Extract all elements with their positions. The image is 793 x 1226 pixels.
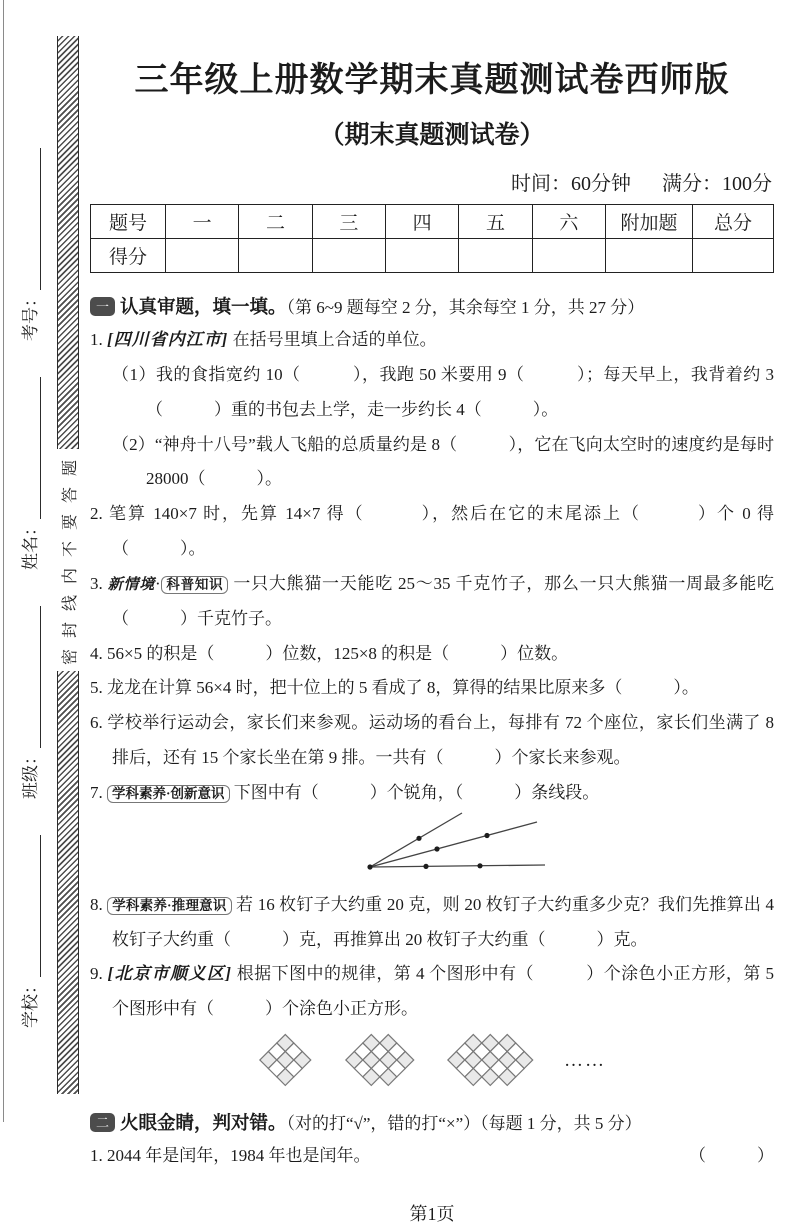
score-cell (532, 239, 605, 273)
question-source-tag: [四川省内江市] (107, 330, 229, 349)
question-7 (90, 776, 774, 811)
name-blank-line (22, 377, 41, 519)
pattern-ellipsis: …… (564, 1049, 606, 1071)
question-text: 在括号里填上合适的单位。 (232, 330, 437, 349)
score-header-cell: 题号 (91, 205, 166, 239)
section-2-badge: 二 (90, 1113, 115, 1132)
answer-blank: （ ） (689, 1146, 774, 1166)
score-table (90, 204, 774, 273)
page-title: 三年级上册数学期末真题测试卷西师版 (134, 62, 730, 99)
score-cell (385, 239, 458, 273)
diamond-figure-1 (258, 1033, 314, 1089)
exam-number-blank-line (22, 148, 41, 290)
score-header-cell: 总分 (693, 205, 774, 239)
reasoning-tag: 学科素养·推理意识 (107, 897, 231, 915)
question-number: 8. (90, 894, 103, 914)
question-6 (90, 706, 774, 776)
score-header-cell: 六 (532, 205, 605, 239)
question-number: 5. (90, 678, 103, 698)
figure-diamond-pattern (90, 1033, 774, 1089)
score-header-cell: 一 (166, 205, 239, 239)
exam-number-field (16, 148, 41, 341)
question-source-tag: [北京市顺义区] (107, 964, 232, 984)
question-text: 下图中有（ ）个锐角，（ ）条线段。 (233, 782, 600, 802)
score-row-label: 得分 (91, 239, 166, 273)
class-label: 班级： (20, 748, 40, 799)
class-field (16, 606, 41, 799)
figure-angle-rays (362, 811, 774, 886)
name-field (16, 377, 41, 570)
question-text: 学校举行运动会，家长们来参观。运动场的看台上，每排有 72 个座位，家长们坐满了 8 排后，还有 15 个家长坐在第 9 排。一共有（ ）个家长来参观。 (107, 713, 775, 768)
section-1-note: （第 6~9 题每空 2 分，其余每空 1 分，共 27 分） (286, 298, 645, 317)
question-1-sub-1: （1）我的食指宽约 10（ ），我跑 50 米要用 9（ ）；每天早上，我背着约 3（ ）重的书包去上学，走一步约长 4（ ）。 (112, 364, 774, 419)
tag-dot: · (154, 573, 161, 593)
question-number: 1. (90, 330, 103, 349)
exam-full-score: 满分：100分 (662, 173, 772, 195)
question-1-sub-2: （2）“神舟十八号”载人飞船的总质量约是 8（ ），它在飞向太空时的速度约是每时 28000（ ）。 (112, 434, 774, 489)
score-cell (459, 239, 532, 273)
exam-content (90, 36, 774, 1226)
new-context-tag: 新情境 (107, 576, 155, 593)
school-label: 学校： (20, 977, 40, 1028)
question-number: 2. (90, 504, 103, 524)
seal-line (57, 36, 79, 1094)
question-number: 7. (90, 782, 103, 802)
question-text: 一只大熊猫一天能吃 25～35 千克竹子，那么一只大熊猫一周最多能吃（ ）千克竹子。 (112, 573, 775, 628)
subject-literacy-tag: 学科素养·创新意识 (107, 785, 230, 803)
score-cell (693, 239, 774, 273)
score-table-header-row (91, 205, 774, 239)
question-text: 龙龙在计算 56×4 时，把十位上的 5 看成了 8，算得的结果比原来多（ ）。 (107, 678, 699, 698)
score-header-cell: 五 (459, 205, 532, 239)
science-knowledge-tag: 科普知识 (161, 576, 229, 594)
question-2 (90, 497, 774, 567)
page-subtitle: （期末真题测试卷） (319, 122, 545, 149)
name-label: 姓名： (20, 519, 40, 570)
question-1 (90, 323, 774, 358)
score-header-cell: 附加题 (606, 205, 693, 239)
question-text: 2044 年是闰年，1984 年也是闰年。 (107, 1146, 371, 1166)
question-text: 56×5 的积是（ ）位数，125×8 的积是（ ）位数。 (107, 643, 569, 663)
question-number: 9. (90, 964, 103, 984)
question-text: 笔算 140×7 时，先算 14×7 得（ ），然后在它的末尾添上（ ）个 0 得（ ）。 (109, 504, 774, 559)
score-cell (239, 239, 312, 273)
school-field (16, 835, 41, 1028)
section-1-questions (90, 323, 774, 1089)
score-header-cell: 三 (312, 205, 385, 239)
section-2-questions (90, 1139, 774, 1174)
score-cell (606, 239, 693, 273)
question-5 (90, 671, 774, 706)
question-4 (90, 637, 774, 672)
seal-line-text: 密封线内不要答题 (56, 449, 81, 671)
question-number: 4. (90, 643, 103, 663)
score-cell (312, 239, 385, 273)
diamond-figure-3 (446, 1033, 534, 1089)
section-1-badge: 一 (90, 297, 115, 316)
section-2-header (90, 1109, 774, 1135)
section-1-title: 认真审题，填一填。 (120, 298, 287, 318)
footer-page-number: 第1页 (409, 1203, 455, 1224)
score-table-score-row (91, 239, 774, 273)
question-text: 根据下图中的规律，第 4 个图形中有（ ）个涂色小正方形，第 5 个图形中有（ ）个涂色小正方形。 (112, 964, 775, 1019)
section-2-title: 火眼金睛，判对错。 (120, 1114, 287, 1135)
question-number: 1. (90, 1146, 103, 1166)
class-blank-line (22, 606, 41, 748)
question-8 (90, 888, 774, 958)
question-text: 若 16 枚钉子大约重 20 克，则 20 枚钉子大约重多少克？我们先推算出 4 枚钉子大约重（ ）克，再推算出 20 枚钉子大约重（ ）克。 (112, 894, 775, 949)
diamond-figure-2 (344, 1033, 416, 1089)
page-edge-line (3, 0, 4, 1122)
question-9 (90, 957, 774, 1027)
score-header-cell: 二 (239, 205, 312, 239)
judge-question-1 (90, 1139, 774, 1174)
exam-meta (90, 167, 772, 196)
section-2-note: （对的打“√”，错的打“×”）（每题 1 分，共 5 分） (286, 1114, 642, 1134)
score-header-cell: 四 (385, 205, 458, 239)
school-blank-line (22, 835, 41, 977)
student-info-fields (6, 44, 50, 1054)
exam-number-label: 考号： (20, 290, 40, 341)
score-cell (166, 239, 239, 273)
section-1-header (90, 293, 774, 319)
exam-time: 时间：60分钟 (511, 173, 631, 195)
question-number: 6. (90, 713, 103, 733)
question-3 (90, 567, 774, 637)
question-number: 3. (90, 573, 103, 593)
